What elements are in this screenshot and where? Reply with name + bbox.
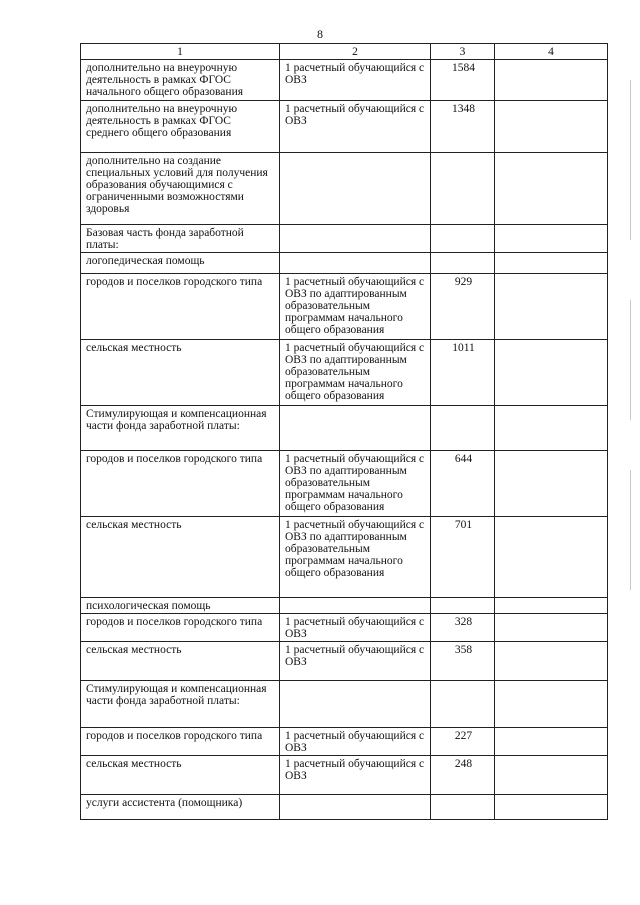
row-description-cell: дополнительно на внеурочную деятельность в рамках ФГОС начального общего образования (81, 60, 280, 101)
row-extra-cell (495, 253, 608, 274)
row-description-cell: сельская местность (81, 340, 280, 406)
row-value-cell: 644 (431, 451, 495, 517)
table-row (81, 253, 608, 274)
row-extra-cell (495, 274, 608, 340)
table-row (81, 340, 608, 406)
row-extra-cell (495, 340, 608, 406)
page-number: 8 (317, 27, 323, 41)
table-row (81, 451, 608, 517)
row-value-cell: 1584 (431, 60, 495, 101)
row-value-cell (431, 681, 495, 728)
row-description-cell: сельская местность (81, 756, 280, 795)
table-row (81, 225, 608, 253)
row-description-cell: логопедическая помощь (81, 253, 280, 274)
row-unit-cell (280, 225, 431, 253)
table-row (81, 642, 608, 681)
table-row (81, 756, 608, 795)
page-edge-line (630, 300, 631, 420)
row-extra-cell (495, 728, 608, 756)
row-description-cell: Стимулирующая и компенсационная части фонда заработной платы: (81, 406, 280, 451)
column-header: 3 (431, 44, 495, 60)
row-unit-cell (280, 598, 431, 614)
row-description-cell: сельская местность (81, 642, 280, 681)
row-unit-cell: 1 расчетный обучающийся с ОВЗ (280, 60, 431, 101)
row-extra-cell (495, 614, 608, 642)
row-unit-cell: 1 расчетный обучающийся с ОВЗ (280, 614, 431, 642)
row-description-cell: городов и поселков городского типа (81, 451, 280, 517)
row-description-cell: услуги ассистента (помощника) (81, 795, 280, 820)
row-unit-cell: 1 расчетный обучающийся с ОВЗ по адаптированным образовательным программам начального общего образования (280, 451, 431, 517)
row-unit-cell (280, 153, 431, 225)
row-description-cell: Базовая часть фонда заработной платы: (81, 225, 280, 253)
row-extra-cell (495, 756, 608, 795)
column-header: 2 (280, 44, 431, 60)
row-unit-cell: 1 расчетный обучающийся с ОВЗ (280, 728, 431, 756)
row-value-cell (431, 225, 495, 253)
row-value-cell: 1011 (431, 340, 495, 406)
row-extra-cell (495, 406, 608, 451)
row-extra-cell (495, 101, 608, 153)
row-description-cell: городов и поселков городского типа (81, 274, 280, 340)
row-unit-cell (280, 795, 431, 820)
row-value-cell: 358 (431, 642, 495, 681)
row-value-cell: 929 (431, 274, 495, 340)
row-description-cell: психологическая помощь (81, 598, 280, 614)
table-row (81, 101, 608, 153)
norms-table (80, 43, 608, 820)
row-description-cell: дополнительно на внеурочную деятельность в рамках ФГОС среднего общего образования (81, 101, 280, 153)
column-header: 1 (81, 44, 280, 60)
table-header-row (81, 44, 608, 60)
row-extra-cell (495, 598, 608, 614)
row-unit-cell: 1 расчетный обучающийся с ОВЗ по адаптированным образовательным программам начального общего образования (280, 340, 431, 406)
row-extra-cell (495, 795, 608, 820)
table-row (81, 517, 608, 598)
table-row (81, 728, 608, 756)
table-row (81, 274, 608, 340)
row-description-cell: городов и поселков городского типа (81, 728, 280, 756)
row-value-cell (431, 598, 495, 614)
row-unit-cell (280, 253, 431, 274)
row-unit-cell: 1 расчетный обучающийся с ОВЗ (280, 101, 431, 153)
table-row (81, 681, 608, 728)
row-extra-cell (495, 517, 608, 598)
row-value-cell: 1348 (431, 101, 495, 153)
row-extra-cell (495, 225, 608, 253)
page-edge-line (630, 470, 631, 590)
column-header: 4 (495, 44, 608, 60)
row-description-cell: дополнительно на создание специальных условий для получения образования обучающимися с ограниченными возможностями здоровья (81, 153, 280, 225)
row-unit-cell (280, 406, 431, 451)
row-description-cell: сельская местность (81, 517, 280, 598)
row-unit-cell: 1 расчетный обучающийся с ОВЗ по адаптированным образовательным программам начального общего образования (280, 517, 431, 598)
row-value-cell (431, 795, 495, 820)
row-extra-cell (495, 642, 608, 681)
row-value-cell (431, 406, 495, 451)
row-description-cell: городов и поселков городского типа (81, 614, 280, 642)
row-extra-cell (495, 153, 608, 225)
row-extra-cell (495, 60, 608, 101)
row-unit-cell (280, 681, 431, 728)
table-row (81, 406, 608, 451)
row-value-cell: 227 (431, 728, 495, 756)
table-row (81, 795, 608, 820)
row-unit-cell: 1 расчетный обучающийся с ОВЗ по адаптированным образовательным программам начального общего образования (280, 274, 431, 340)
table-row (81, 60, 608, 101)
row-value-cell: 248 (431, 756, 495, 795)
row-description-cell: Стимулирующая и компенсационная части фонда заработной платы: (81, 681, 280, 728)
row-value-cell (431, 253, 495, 274)
row-unit-cell: 1 расчетный обучающийся с ОВЗ (280, 756, 431, 795)
row-value-cell: 701 (431, 517, 495, 598)
row-value-cell (431, 153, 495, 225)
row-extra-cell (495, 681, 608, 728)
row-unit-cell: 1 расчетный обучающийся с ОВЗ (280, 642, 431, 681)
row-extra-cell (495, 451, 608, 517)
table-row (81, 153, 608, 225)
table-row (81, 598, 608, 614)
row-value-cell: 328 (431, 614, 495, 642)
table-row (81, 614, 608, 642)
page-edge-line (630, 80, 631, 240)
